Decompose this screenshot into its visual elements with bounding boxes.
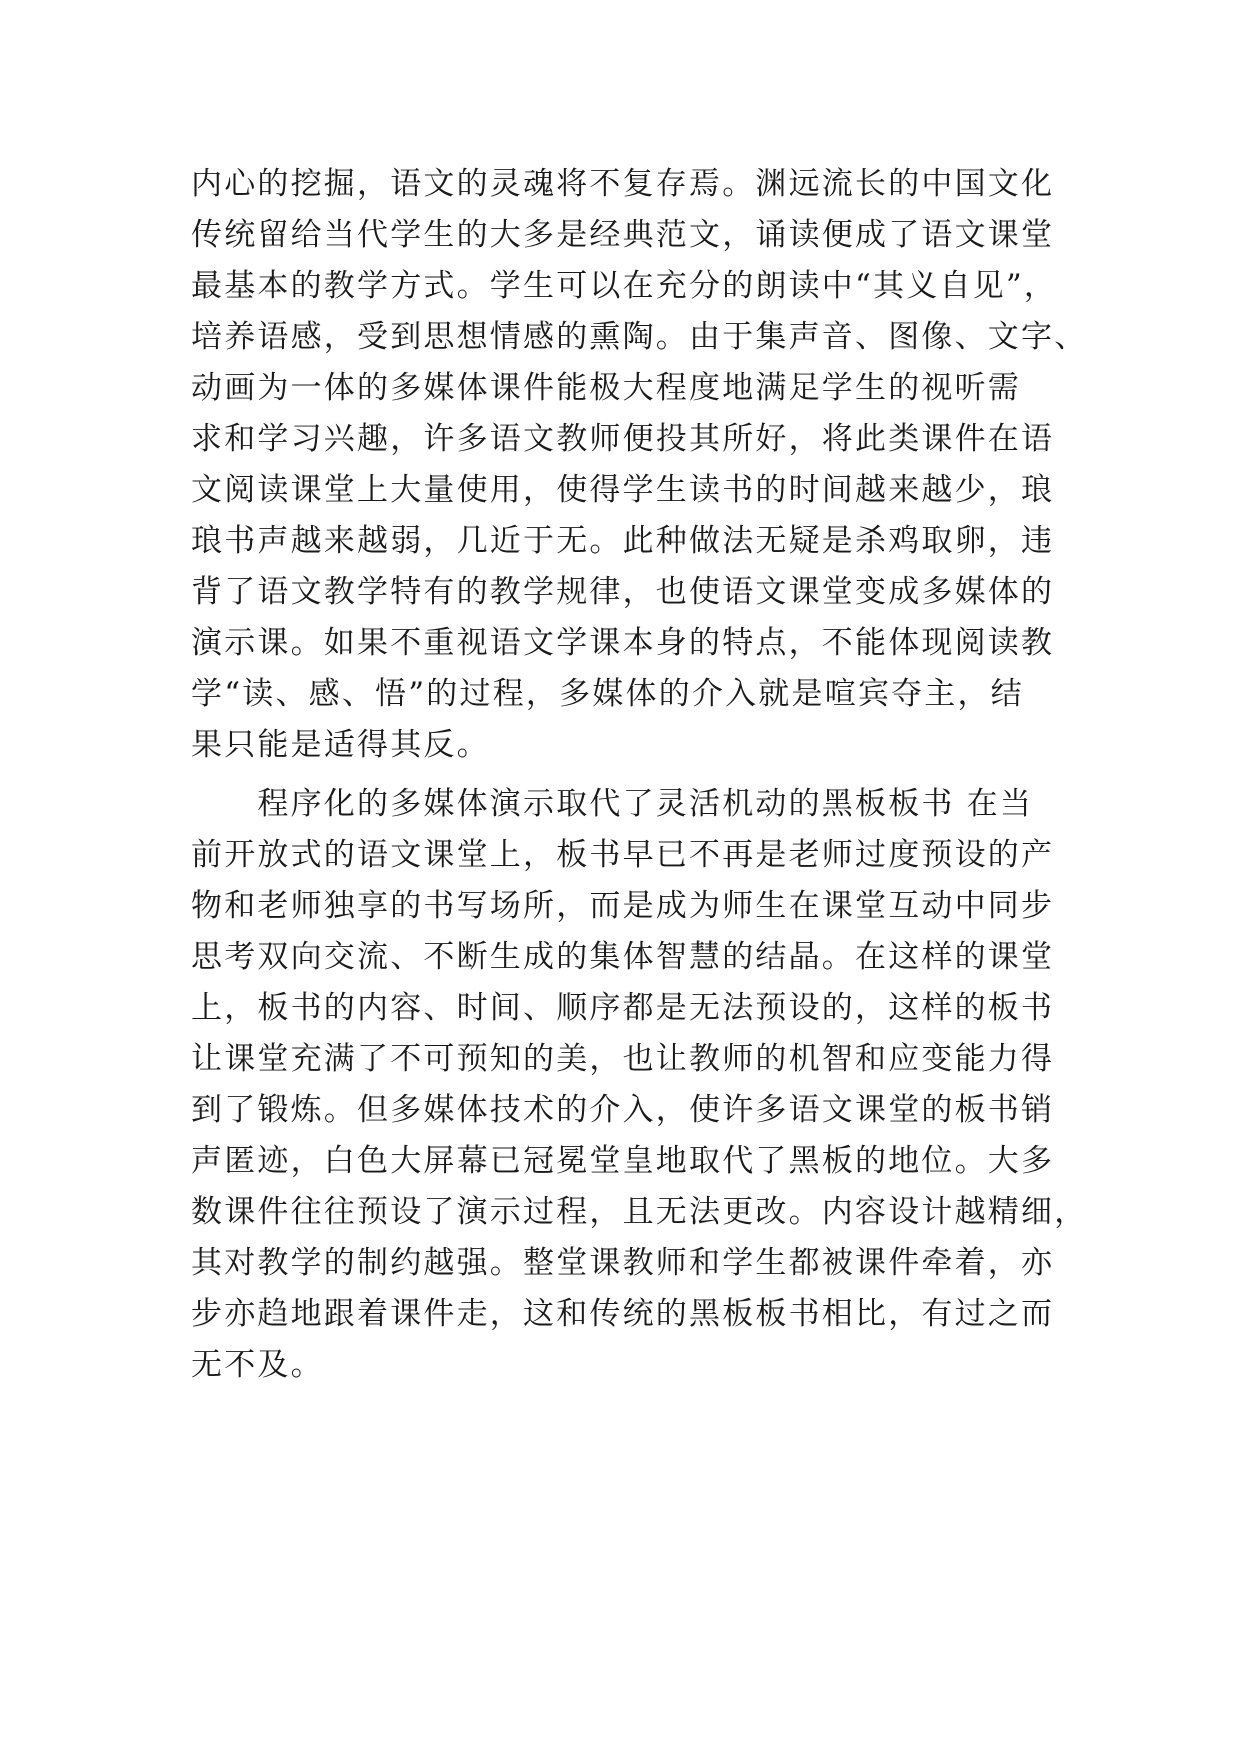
text-line: 内心的挖掘，语文的灵魂将不复存焉。渊远流长的中国文化 bbox=[191, 166, 1055, 202]
text-line: 声匿迹，白色大屏幕已冠冕堂皇地取代了黑板的地位。大多 bbox=[191, 1143, 1055, 1179]
text-line: 演示课。如果不重视语文学课本身的特点，不能体现阅读教 bbox=[191, 625, 1055, 661]
text-line: 无不及。 bbox=[191, 1347, 324, 1383]
text-line: 上，板书的内容、时间、顺序都是无法预设的，这样的板书 bbox=[191, 990, 1055, 1026]
text-line: 传统留给当代学生的大多是经典范文，诵读便成了语文课堂 bbox=[191, 217, 1055, 253]
text-line: 到了锻炼。但多媒体技术的介入，使许多语文课堂的板书销 bbox=[191, 1092, 1055, 1128]
text-line: 其对教学的制约越强。整堂课教师和学生都被课件牵着，亦 bbox=[191, 1245, 1055, 1281]
paragraph-1 bbox=[191, 159, 1088, 771]
text-line: 果只能是适得其反。 bbox=[191, 727, 490, 763]
document-body bbox=[191, 159, 1088, 1391]
paragraph-2 bbox=[191, 779, 1088, 1391]
text-line: 前开放式的语文课堂上，板书早已不再是老师过度预设的产 bbox=[191, 837, 1055, 873]
text-line: 让课堂充满了不可预知的美，也让教师的机智和应变能力得 bbox=[191, 1041, 1055, 1077]
text-line: 求和学习兴趣，许多语文教师便投其所好，将此类课件在语 bbox=[191, 421, 1055, 457]
text-line: 背了语文教学特有的教学规律，也使语文课堂变成多媒体的 bbox=[191, 574, 1055, 610]
text-line: 文阅读课堂上大量使用，使得学生读书的时间越来越少，琅 bbox=[191, 472, 1055, 508]
text-line: 程序化的多媒体演示取代了灵活机动的黑板板书 在当 bbox=[191, 786, 1034, 822]
text-line: 学“读、感、悟”的过程，多媒体的介入就是喧宾夺主，结 bbox=[191, 676, 1024, 712]
text-line: 物和老师独享的书写场所，而是成为师生在课堂互动中同步 bbox=[191, 888, 1055, 924]
text-line: 数课件往往预设了演示过程，且无法更改。内容设计越精细， bbox=[191, 1194, 1088, 1230]
text-line: 动画为一体的多媒体课件能极大程度地满足学生的视听需 bbox=[191, 370, 1021, 406]
paragraph-spacer bbox=[191, 771, 1051, 779]
text-line: 最基本的教学方式。学生可以在充分的朗读中“其义自见”， bbox=[191, 268, 1058, 304]
text-line: 步亦趋地跟着课件走，这和传统的黑板板书相比，有过之而 bbox=[191, 1296, 1055, 1332]
text-line: 培养语感，受到思想情感的熏陶。由于集声音、图像、文字、 bbox=[191, 319, 1088, 355]
text-line: 思考双向交流、不断生成的集体智慧的结晶。在这样的课堂 bbox=[191, 939, 1055, 975]
text-line: 琅书声越来越弱，几近于无。此种做法无疑是杀鸡取卵，违 bbox=[191, 523, 1055, 559]
